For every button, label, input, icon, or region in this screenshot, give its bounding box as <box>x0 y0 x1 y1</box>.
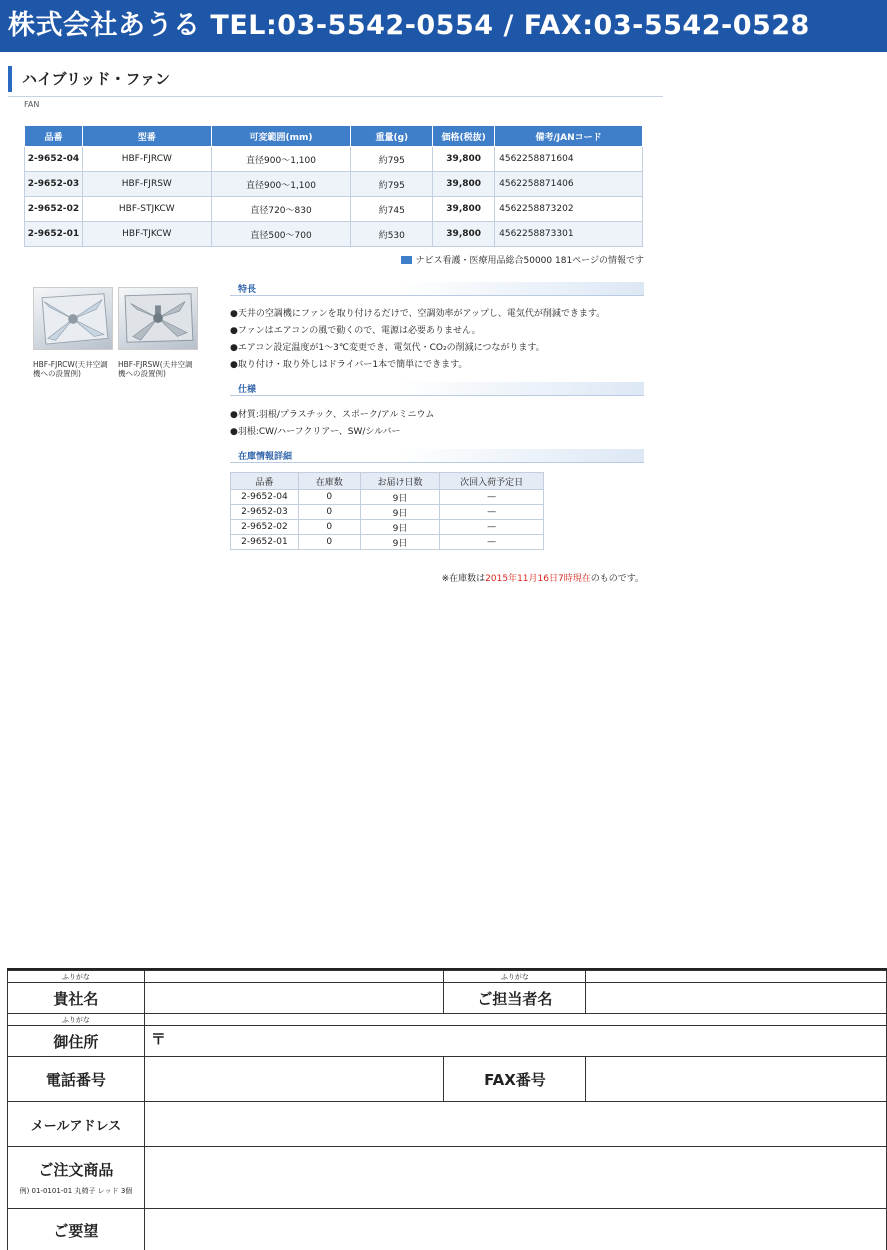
specs-heading: 仕様 <box>230 382 644 396</box>
cell-restock: — <box>440 535 544 550</box>
cell-weight: 約795 <box>351 172 433 197</box>
stock-heading: 在庫情報詳細 <box>230 449 644 463</box>
cell-model: HBF-TJKCW <box>82 222 211 247</box>
cell-price: 39,800 <box>433 222 495 247</box>
stock-note-date: 2015年11月16日7時現在 <box>485 574 591 584</box>
cell-restock: — <box>440 490 544 505</box>
cell-model: HBF-FJRSW <box>82 172 211 197</box>
contact-field[interactable] <box>586 983 887 1014</box>
header-banner: 株式会社あうる TEL:03-5542-0554 / FAX:03-5542-0528 <box>0 0 887 52</box>
cell-range: 直径900〜1,100 <box>211 147 351 172</box>
cell-model: HBF-FJRCW <box>82 147 211 172</box>
cell-restock: — <box>440 520 544 535</box>
spec-header-weight: 重量(g) <box>351 126 433 147</box>
company-furigana-field[interactable] <box>144 971 444 983</box>
stock-header-delivery: お届け日数 <box>360 473 440 490</box>
table-row <box>231 520 544 535</box>
stock-note-suffix: のものです。 <box>590 574 644 584</box>
cell-jan: 4562258873202 <box>495 197 643 222</box>
feature-item: ●ファンはエアコンの風で動くので、電源は必要ありません。 <box>230 326 481 336</box>
cell-range: 直径900〜1,100 <box>211 172 351 197</box>
spec-header-jan: 備考/JANコード <box>495 126 643 147</box>
cell-range: 直径720〜830 <box>211 197 351 222</box>
cell-code: 2-9652-02 <box>231 520 299 535</box>
cell-qty: 0 <box>298 505 360 520</box>
feature-item: ●天井の空調機にファンを取り付けるだけで、空調効率がアップし、電気代が削減できます。 <box>230 309 606 319</box>
cell-qty: 0 <box>298 520 360 535</box>
stock-table <box>230 472 544 550</box>
cell-delivery: 9日 <box>360 520 440 535</box>
cell-code: 2-9652-02 <box>25 197 83 222</box>
table-row <box>231 505 544 520</box>
spec-table <box>24 125 643 247</box>
fax-label: FAX番号 <box>444 1057 586 1102</box>
cell-price: 39,800 <box>433 172 495 197</box>
contact-label: ご担当者名 <box>444 983 586 1014</box>
contact-furigana-field[interactable] <box>586 971 887 983</box>
cell-range: 直径500〜700 <box>211 222 351 247</box>
fan-image-icon <box>119 288 197 349</box>
order-form <box>7 968 887 1250</box>
cell-code: 2-9652-03 <box>231 505 299 520</box>
feature-item: ●取り付け・取り外しはドライバー1本で簡単にできます。 <box>230 360 468 370</box>
spec-header-model: 型番 <box>82 126 211 147</box>
furigana-label: ふりがな <box>444 971 586 983</box>
product-label: ご注文商品 <box>38 1161 114 1179</box>
cell-qty: 0 <box>298 535 360 550</box>
cell-code: 2-9652-04 <box>25 147 83 172</box>
stock-note <box>330 571 644 584</box>
product-label-cell <box>8 1147 145 1209</box>
cell-delivery: 9日 <box>360 505 440 520</box>
stock-header-qty: 在庫数 <box>298 473 360 490</box>
table-row <box>25 147 643 172</box>
photo-caption: HBF-FJRCW(天井空調機への設置例) <box>33 360 108 378</box>
cell-code: 2-9652-01 <box>25 222 83 247</box>
cell-delivery: 9日 <box>360 490 440 505</box>
company-label: 貴社名 <box>8 983 145 1014</box>
cell-weight: 約530 <box>351 222 433 247</box>
table-row <box>25 172 643 197</box>
page-title: ハイブリッド・ファン <box>8 66 668 92</box>
table-row <box>231 535 544 550</box>
phone-label: 電話番号 <box>8 1057 145 1102</box>
stock-header-restock: 次回入荷予定日 <box>440 473 544 490</box>
furigana-label: ふりがな <box>8 1014 145 1026</box>
email-label: メールアドレス <box>8 1102 145 1147</box>
cell-jan: 4562258871604 <box>495 147 643 172</box>
spec-item: ●材質:羽根/プラスチック、スポーク/アルミニウム <box>230 410 435 420</box>
photo-caption: HBF-FJRSW(天井空調機への設置例) <box>118 360 193 378</box>
address-furigana-field[interactable] <box>144 1014 886 1026</box>
cell-weight: 約745 <box>351 197 433 222</box>
cell-price: 39,800 <box>433 197 495 222</box>
title-divider <box>8 96 663 97</box>
company-field[interactable] <box>144 983 444 1014</box>
product-example: 例) 01-0101-01 丸椅子 レッド 3個 <box>19 1187 133 1195</box>
page-subtitle: FAN <box>24 100 40 109</box>
cell-code: 2-9652-03 <box>25 172 83 197</box>
email-field[interactable] <box>144 1102 886 1147</box>
stock-note-prefix: ※在庫数は <box>441 574 486 584</box>
cell-jan: 4562258873301 <box>495 222 643 247</box>
table-row <box>231 490 544 505</box>
cell-delivery: 9日 <box>360 535 440 550</box>
features-heading: 特長 <box>230 282 644 296</box>
cell-model: HBF-STJKCW <box>82 197 211 222</box>
stock-header-code: 品番 <box>231 473 299 490</box>
catalog-reference-text: ナビス看護・医療用品総合50000 181ページの情報です <box>415 256 644 266</box>
spec-header-price: 価格(税抜) <box>433 126 495 147</box>
cell-jan: 4562258871406 <box>495 172 643 197</box>
book-icon <box>401 256 412 264</box>
address-field[interactable] <box>144 1026 886 1057</box>
cell-weight: 約795 <box>351 147 433 172</box>
spec-item: ●羽根:CW/ハーフクリアー、SW/シルバー <box>230 427 401 437</box>
phone-field[interactable] <box>144 1057 444 1102</box>
furigana-label: ふりがな <box>8 971 145 983</box>
cell-code: 2-9652-01 <box>231 535 299 550</box>
table-row <box>25 197 643 222</box>
fax-field[interactable] <box>586 1057 887 1102</box>
product-photo-fjrsw[interactable] <box>118 287 198 350</box>
cell-qty: 0 <box>298 490 360 505</box>
feature-item: ●エアコン設定温度が1〜3℃変更でき、電気代・CO₂の削減につながります。 <box>230 343 545 353</box>
spec-header-code: 品番 <box>25 126 83 147</box>
address-label: 御住所 <box>8 1026 145 1057</box>
cell-code: 2-9652-04 <box>231 490 299 505</box>
table-row <box>25 222 643 247</box>
cell-restock: — <box>440 505 544 520</box>
product-photo-fjrcw[interactable] <box>33 287 113 350</box>
page-title-block <box>8 66 668 109</box>
fan-image-icon <box>34 288 112 349</box>
postal-mark: 〒 <box>150 1030 166 1048</box>
request-label: ご要望 <box>8 1209 145 1250</box>
product-field[interactable] <box>144 1147 886 1209</box>
catalog-reference[interactable] <box>376 253 644 266</box>
request-field[interactable] <box>144 1209 886 1250</box>
spec-header-range: 可変範囲(mm) <box>211 126 351 147</box>
cell-price: 39,800 <box>433 147 495 172</box>
